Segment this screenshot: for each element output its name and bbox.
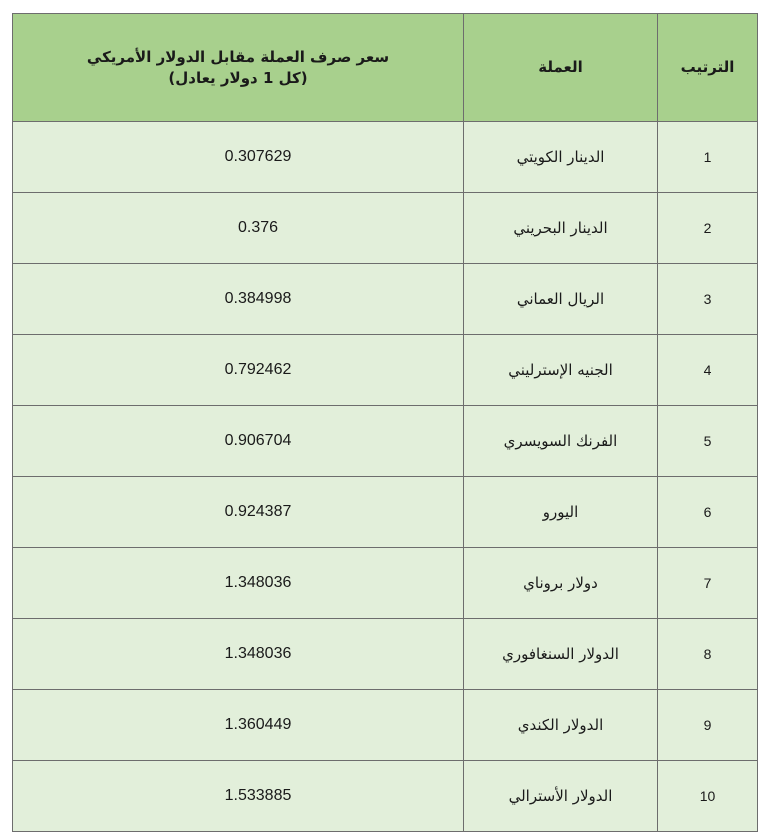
rate-cell: 0.924387 — [13, 477, 464, 548]
currency-cell: الدينار الكويتي — [464, 122, 658, 193]
rank-cell: 6 — [658, 477, 758, 548]
rank-cell: 3 — [658, 264, 758, 335]
table-row — [13, 548, 758, 619]
currency-cell: دولار بروناي — [464, 548, 658, 619]
rank-cell: 5 — [658, 406, 758, 477]
rank-cell: 8 — [658, 619, 758, 690]
rank-cell: 4 — [658, 335, 758, 406]
rank-cell: 2 — [658, 193, 758, 264]
rank-cell: 1 — [658, 122, 758, 193]
rank-cell: 10 — [658, 761, 758, 832]
table-row — [13, 335, 758, 406]
table-row — [13, 264, 758, 335]
table-row — [13, 477, 758, 548]
rate-cell: 0.906704 — [13, 406, 464, 477]
rank-cell: 9 — [658, 690, 758, 761]
rate-cell: 0.307629 — [13, 122, 464, 193]
table-row — [13, 406, 758, 477]
currency-cell: اليورو — [464, 477, 658, 548]
table-row — [13, 122, 758, 193]
rate-cell: 1.348036 — [13, 619, 464, 690]
rate-header-title: سعر صرف العملة مقابل الدولار الأمريكي — [86, 47, 390, 66]
table-row — [13, 193, 758, 264]
currency-cell: الدولار السنغافوري — [464, 619, 658, 690]
rate-cell: 0.384998 — [13, 264, 464, 335]
rank-cell: 7 — [658, 548, 758, 619]
currency-cell: الريال العماني — [464, 264, 658, 335]
rate-cell: 1.360449 — [13, 690, 464, 761]
rate-cell: 1.533885 — [13, 761, 464, 832]
table-row — [13, 690, 758, 761]
rate-cell: 1.348036 — [13, 548, 464, 619]
currency-header: العملة — [464, 14, 658, 122]
currency-cell: الدولار الأسترالي — [464, 761, 658, 832]
currency-cell: الدينار البحريني — [464, 193, 658, 264]
currency-cell: الجنيه الإسترليني — [464, 335, 658, 406]
currency-cell: الدولار الكندي — [464, 690, 658, 761]
table-row — [13, 619, 758, 690]
header-row — [13, 14, 758, 122]
rate-cell: 0.376 — [13, 193, 464, 264]
rate-header-subtitle: (كل 1 دولار يعادل) — [168, 68, 308, 87]
currency-rates-table — [12, 13, 758, 832]
rate-cell: 0.792462 — [13, 335, 464, 406]
currency-rates-sheet — [12, 13, 757, 826]
table-row — [13, 761, 758, 832]
rank-header: الترتيب — [658, 14, 758, 122]
rate-header — [13, 14, 464, 122]
currency-cell: الفرنك السويسري — [464, 406, 658, 477]
